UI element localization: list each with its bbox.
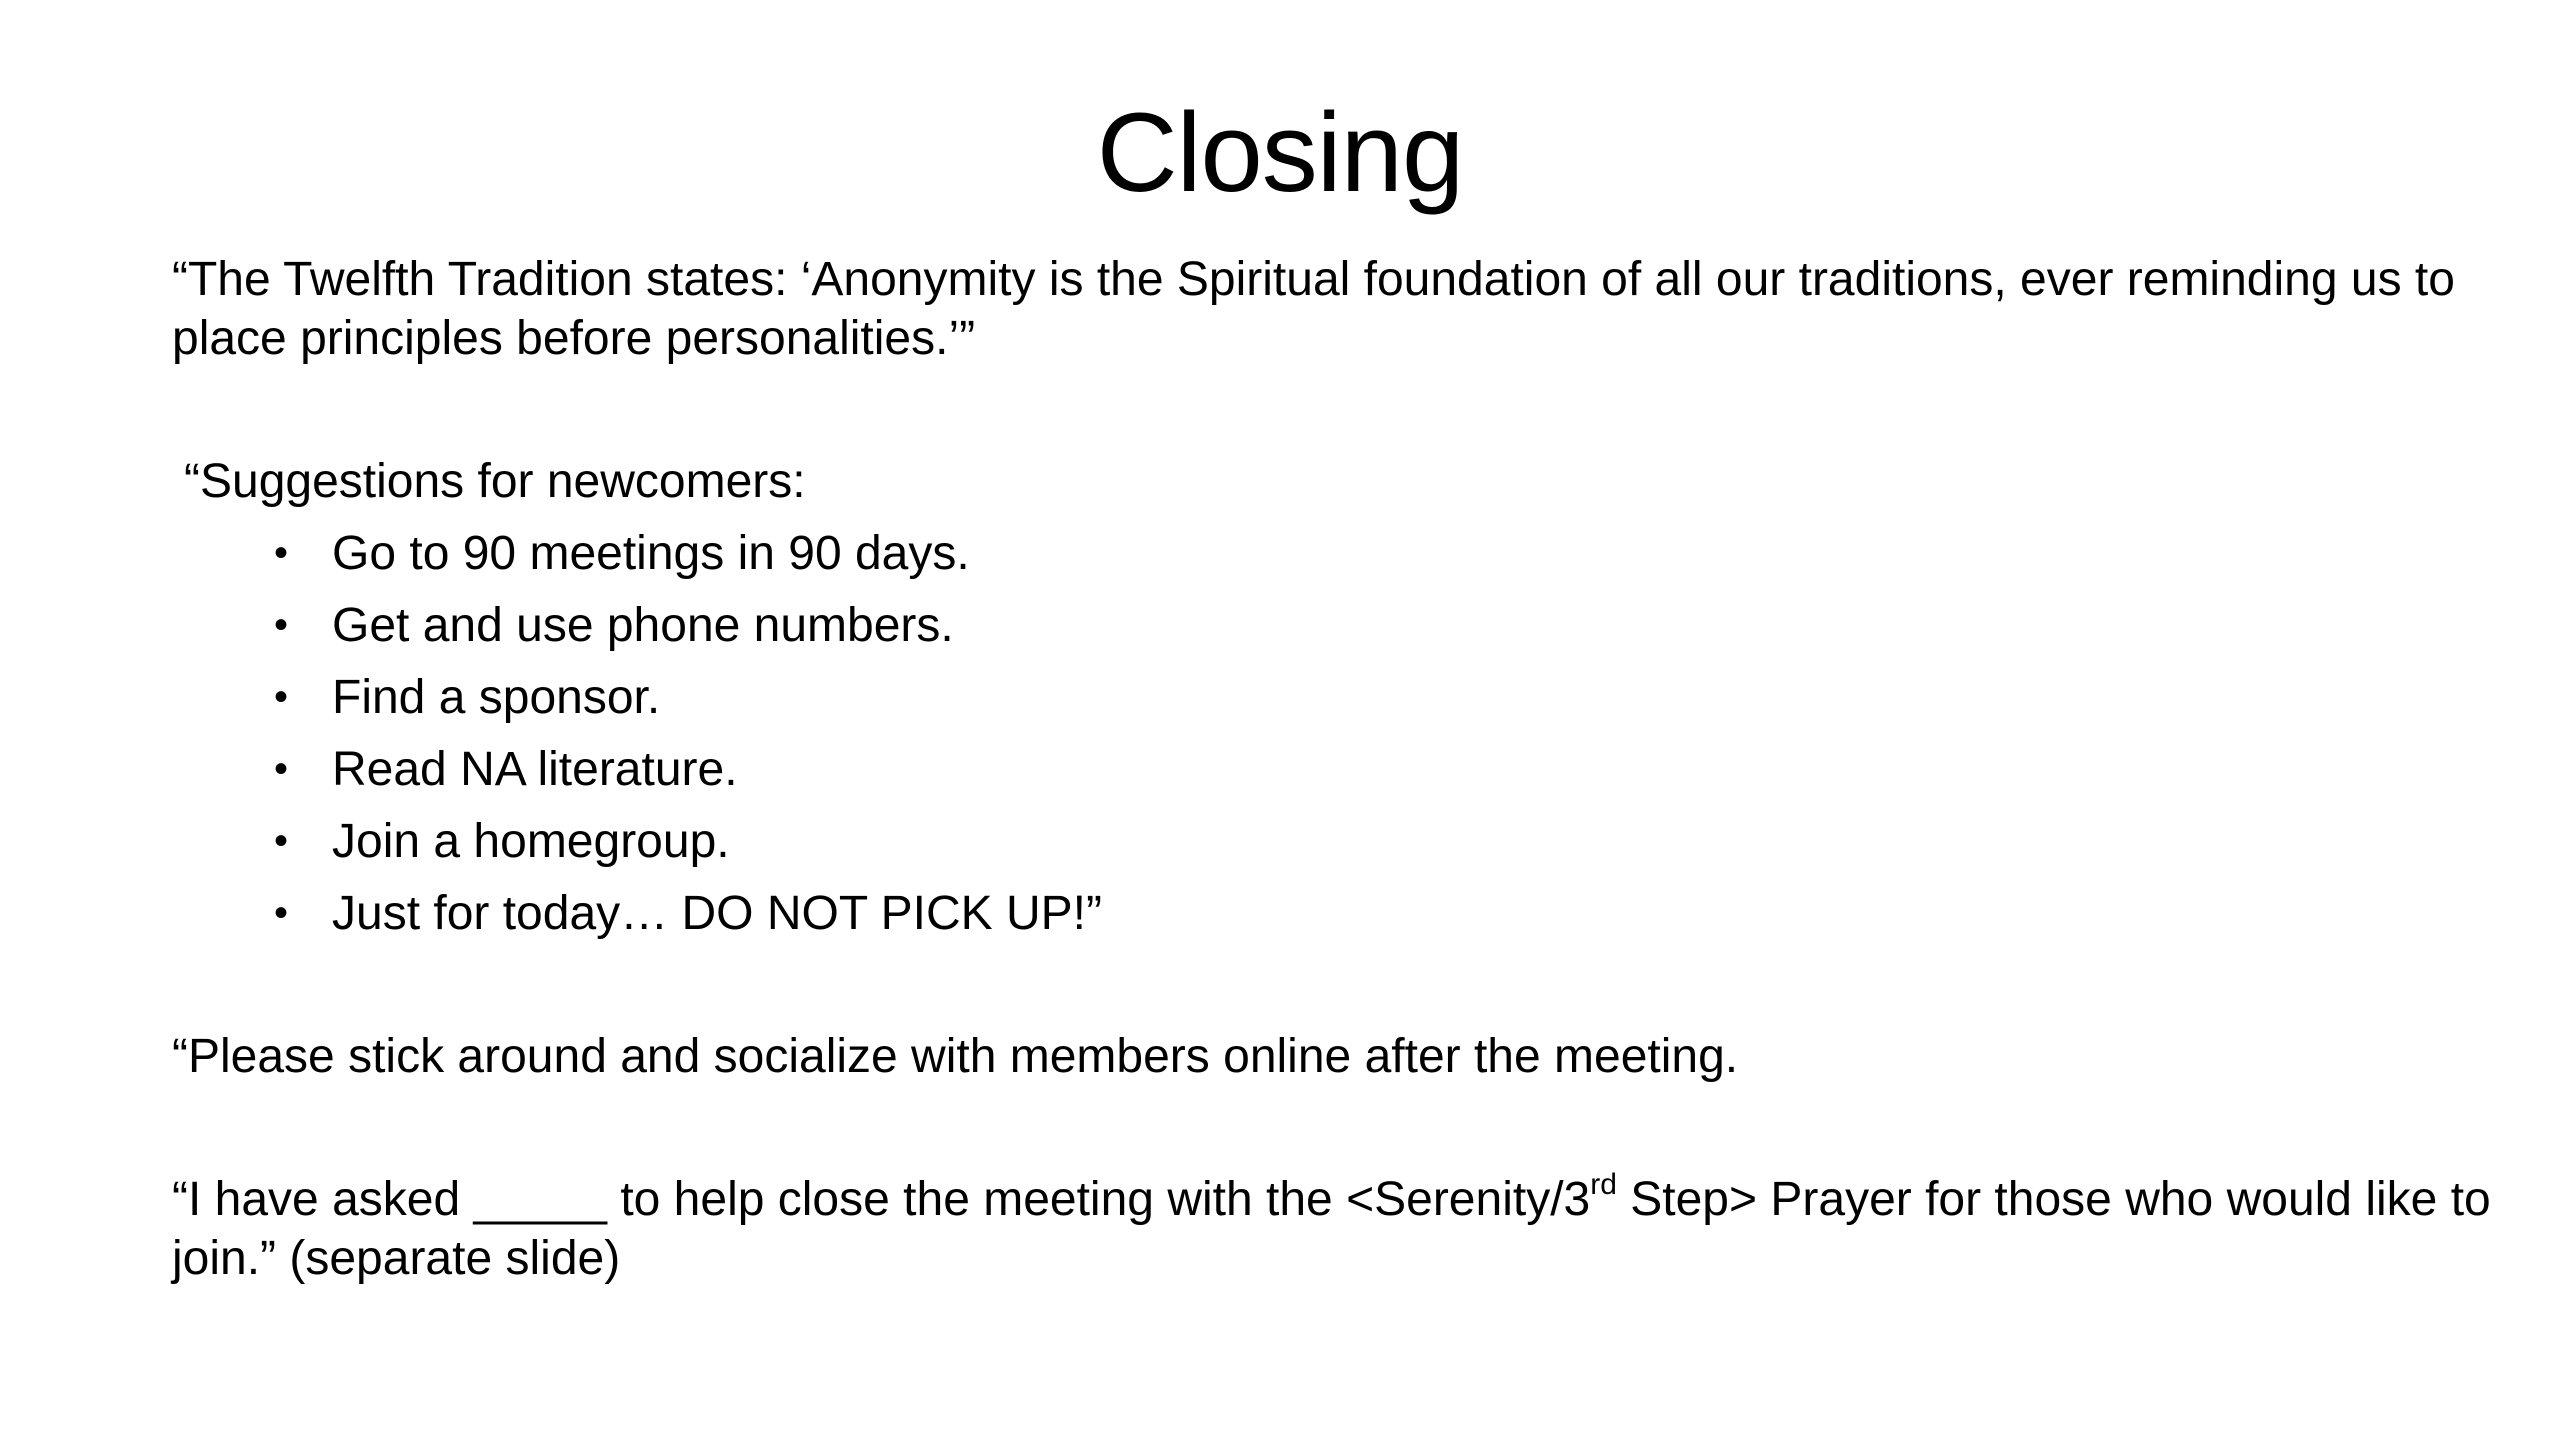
slide-title: Closing: [1096, 90, 1464, 215]
slide-body: [172, 250, 2512, 1288]
socialize-paragraph: “Please stick around and socialize with members online after the meeting.: [172, 1030, 1739, 1083]
closing-text-part1: “I have asked _____ to help close the meeting with the <Serenity/3: [172, 1173, 1591, 1226]
bullet-icon: •: [274, 675, 289, 719]
closing-text-part2: Step> Prayer for those who would like to join.” (separate slide): [172, 1173, 2491, 1285]
list-item-text: Read NA literature.: [332, 743, 738, 796]
closing-prayer-paragraph: [172, 1170, 2512, 1288]
list-item-text: Get and use phone numbers.: [332, 599, 954, 652]
bullet-icon: •: [274, 603, 289, 647]
list-item: [172, 740, 2512, 799]
list-item: [172, 668, 2512, 727]
list-item-text: Go to 90 meetings in 90 days.: [332, 527, 970, 580]
list-item: [172, 596, 2512, 655]
tradition-paragraph: “The Twelfth Tradition states: ‘Anonymity is the Spiritual foundation of all our traditions, ever reminding us to place principles before personalities.’”: [172, 253, 2455, 365]
bullet-icon: •: [274, 747, 289, 791]
bullet-icon: •: [274, 531, 289, 575]
bullet-icon: •: [274, 891, 289, 935]
suggestions-heading: “Suggestions for newcomers:: [184, 455, 806, 508]
spacer: [172, 368, 2512, 452]
spacer: [172, 956, 2512, 1027]
list-item-text: Join a homegroup.: [332, 815, 730, 868]
bullet-icon: •: [274, 819, 289, 863]
list-item-text: Just for today… DO NOT PICK UP!”: [332, 887, 1102, 940]
suggestions-list: [172, 524, 2512, 943]
list-item-text: Find a sponsor.: [332, 671, 661, 724]
list-item: [172, 884, 2512, 943]
spacer: [172, 1086, 2512, 1170]
list-item: [172, 812, 2512, 871]
ordinal-superscript: rd: [1590, 1168, 1617, 1201]
list-item: [172, 524, 2512, 583]
